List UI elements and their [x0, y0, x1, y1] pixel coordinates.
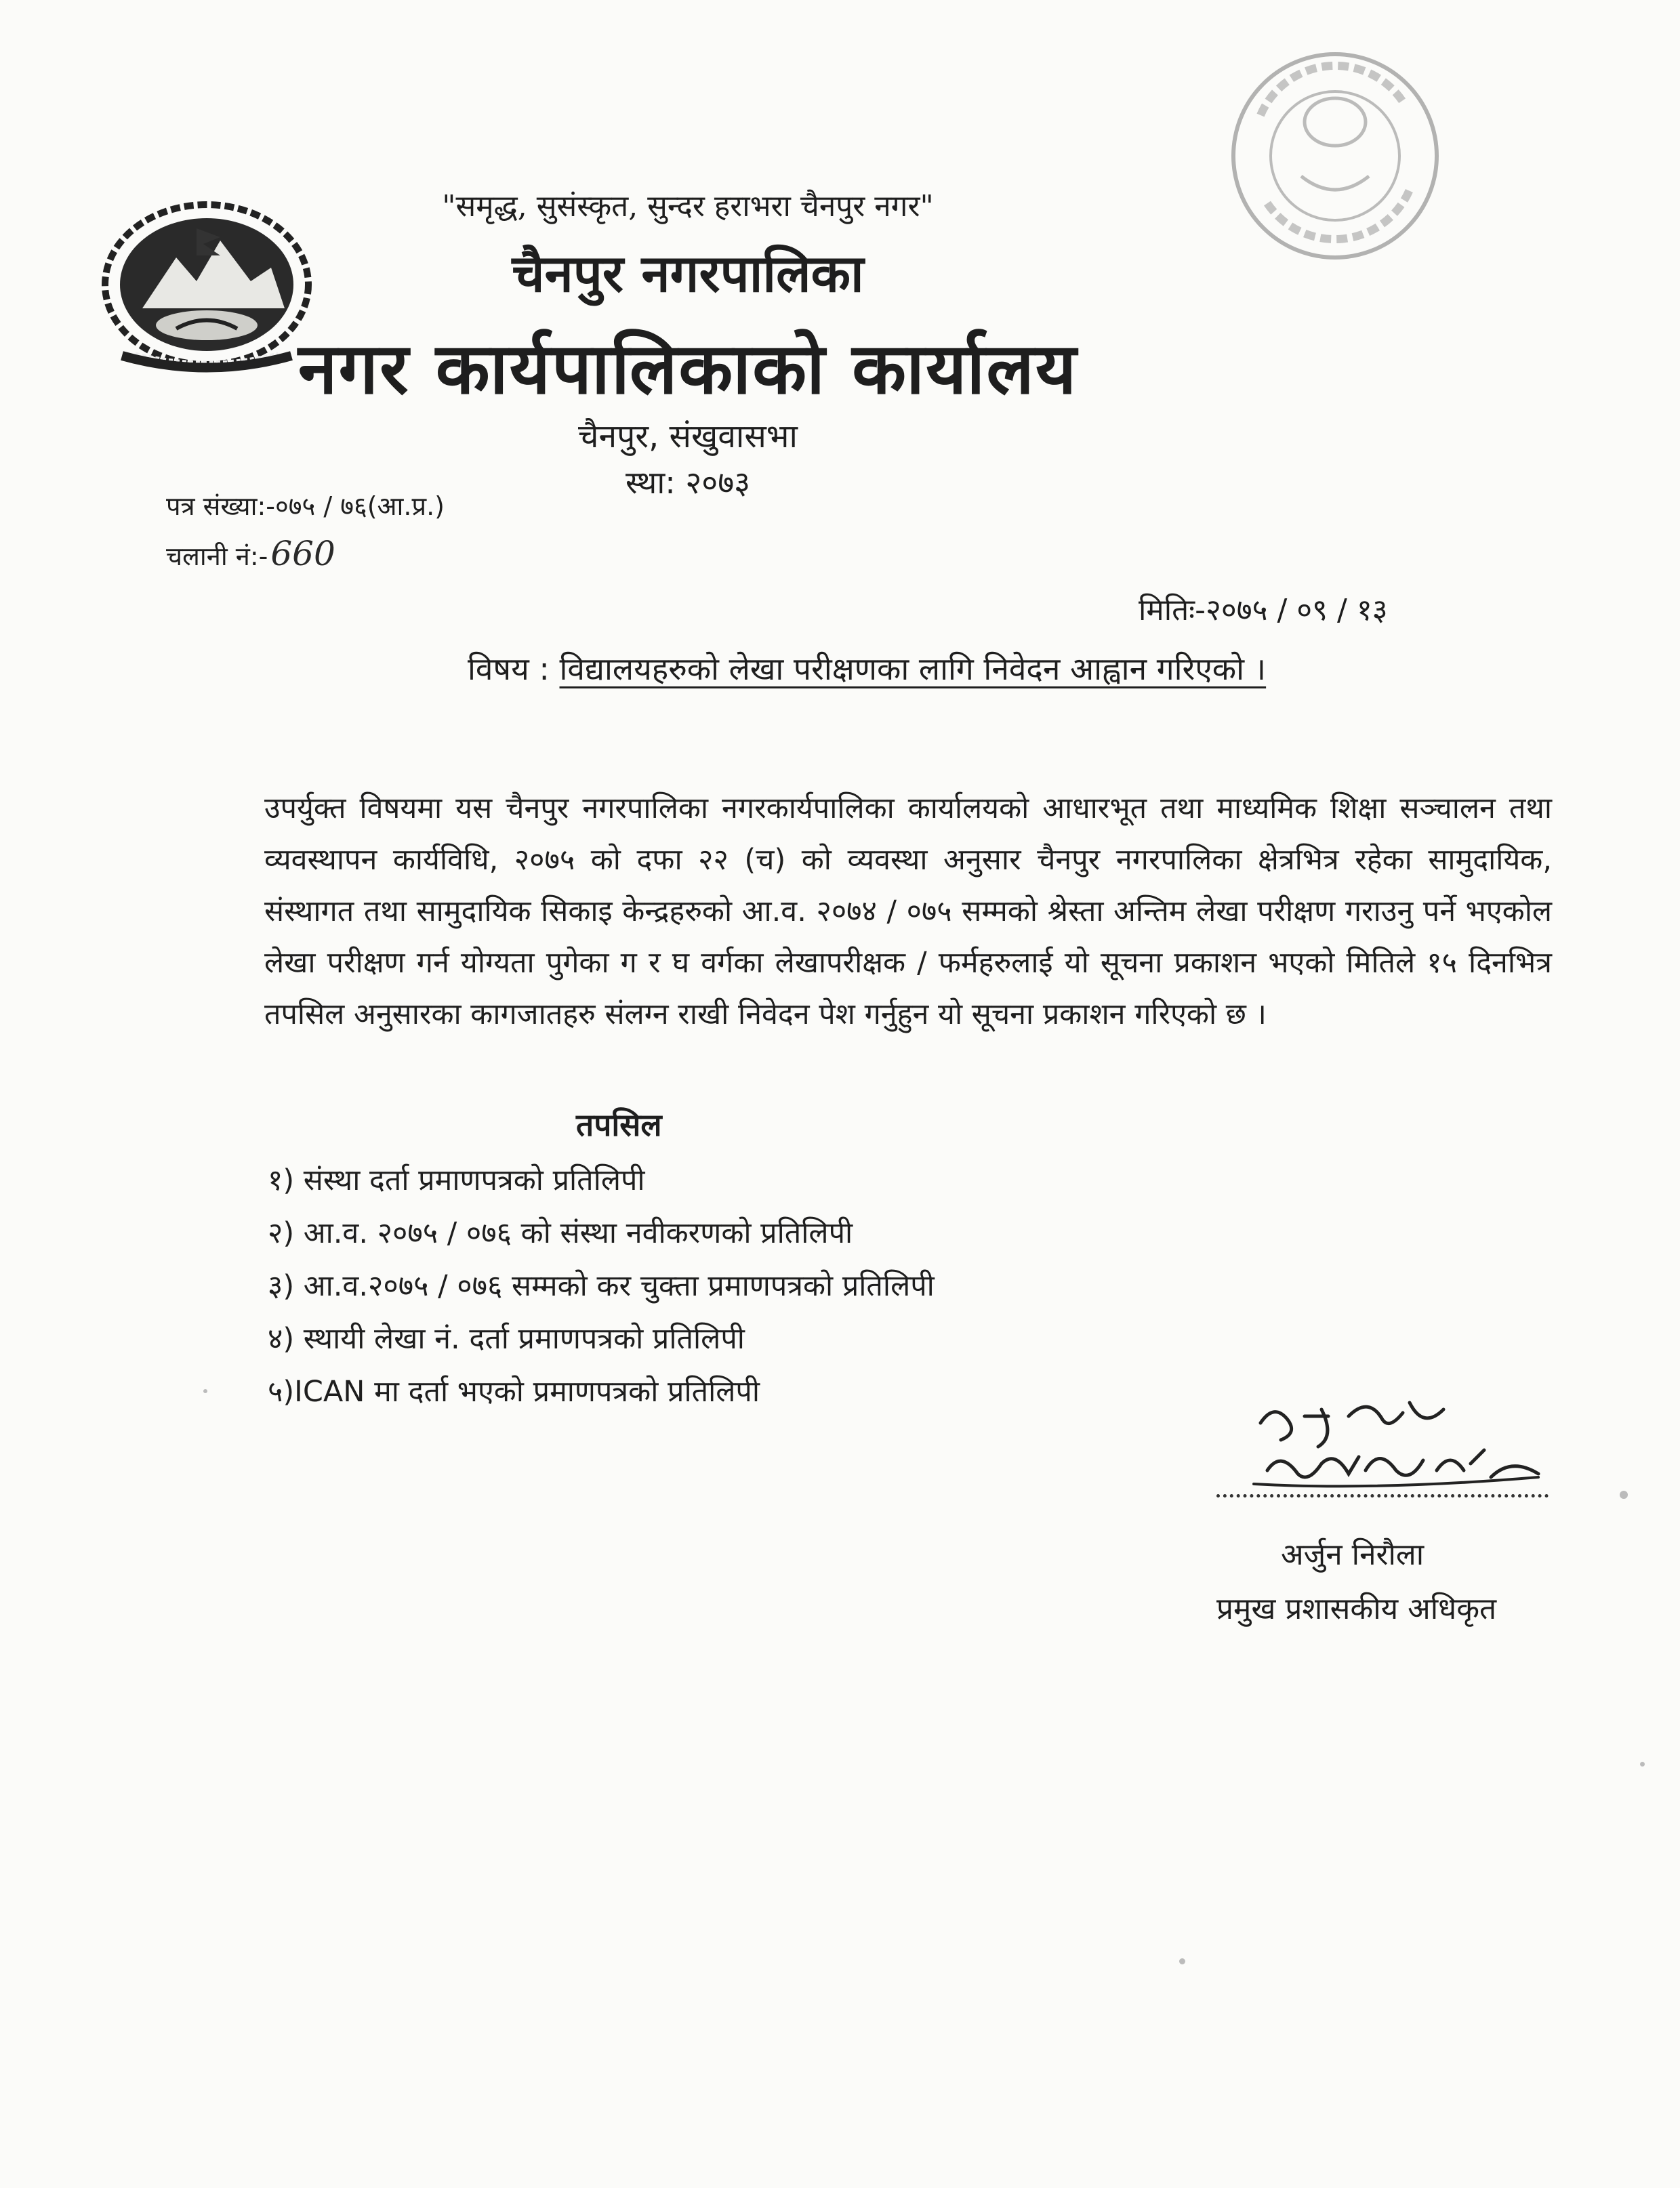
list-item: ५)ICAN मा दर्ता भएको प्रमाणपत्रको प्रतिलिपी	[268, 1375, 760, 1409]
signatory-name: अर्जुन निरौला	[1281, 1537, 1425, 1572]
municipal-seal-icon	[1220, 41, 1450, 271]
established-year: स्था: २०७३	[625, 464, 751, 501]
list-item: ४) स्थायी लेखा नं. दर्ता प्रमाणपत्रको प्रतिलिपी	[268, 1322, 745, 1356]
list-item: २) आ.व. २०७५ / ०७६ को संस्था नवीकरणको प्रतिलिपी	[268, 1216, 853, 1250]
dispatch-value: 660	[270, 534, 335, 573]
motto: "समृद्ध, सुसंस्कृत, सुन्दर हराभरा चैनपुर नगर"	[442, 189, 934, 224]
list-item: १) संस्था दर्ता प्रमाणपत्रको प्रतिलिपी	[268, 1163, 645, 1197]
municipality-name: चैनपुर नगरपालिका	[512, 243, 864, 304]
signature-icon	[1240, 1382, 1552, 1518]
dispatch-label: चलानी नं:-	[166, 541, 268, 571]
signature-line	[1216, 1494, 1549, 1498]
scan-speck	[1179, 1958, 1185, 1964]
scan-speck	[1640, 1762, 1645, 1767]
body-paragraph: उपर्युक्त विषयमा यस चैनपुर नगरपालिका नगरकार्यपालिका कार्यालयको आधारभूत तथा माध्यमिक शिक्षा सञ्चालन तथा व्यवस्थापन कार्यविधि, २०७५ को दफा २२ (च) को व्यवस्था अनुसार चैनपुर नगरपालिका क्षेत्रभित्र रहेका सामुदायिक, संस्थागत तथा सामुदायिक सिकाइ केन्द्रहरुको आ.व. २०७४ / ०७५ सम्मको श्रेस्ता अन्तिम लेखा परीक्षण गराउनु पर्ने भएकोल लेखा परीक्षण गर्न योग्यता पुगेका ग र घ वर्गका लेखापरीक्षक / फर्महरुलाई यो सूचना प्रकाशन भएको मितिले १५ दिनभित्र तपसिल अनुसारका कागजातहरु संलग्न राखी निवेदन पेश गर्नुहुन यो सूचना प्रकाशन गरिएको छ ।	[264, 791, 1552, 1031]
office-name: नगर कार्यपालिकाको कार्यालय	[298, 327, 1078, 410]
subject-label: विषय :	[468, 651, 550, 687]
subject-line	[468, 647, 1266, 689]
list-item: ३) आ.व.२०७५ / ०७६ सम्मको कर चुक्ता प्रमाणपत्रको प्रतिलिपी	[268, 1269, 935, 1303]
scan-speck	[203, 1389, 207, 1393]
dispatch-number	[166, 534, 335, 573]
letter-number: पत्र संख्या:-०७५ / ७६(आ.प्र.)	[166, 491, 445, 521]
office-address: चैनपुर, संखुवासभा	[578, 417, 798, 455]
scan-speck	[1620, 1491, 1628, 1499]
signatory-title: प्रमुख प्रशासकीय अधिकृत	[1216, 1592, 1497, 1626]
letter-date: मितिः-२०७५ / ०९ / १३	[1139, 593, 1388, 627]
subject-text: विद्यालयहरुको लेखा परीक्षणका लागि निवेदन आह्वान गरिएको ।	[559, 651, 1267, 687]
list-title: तपसिल	[576, 1107, 662, 1143]
